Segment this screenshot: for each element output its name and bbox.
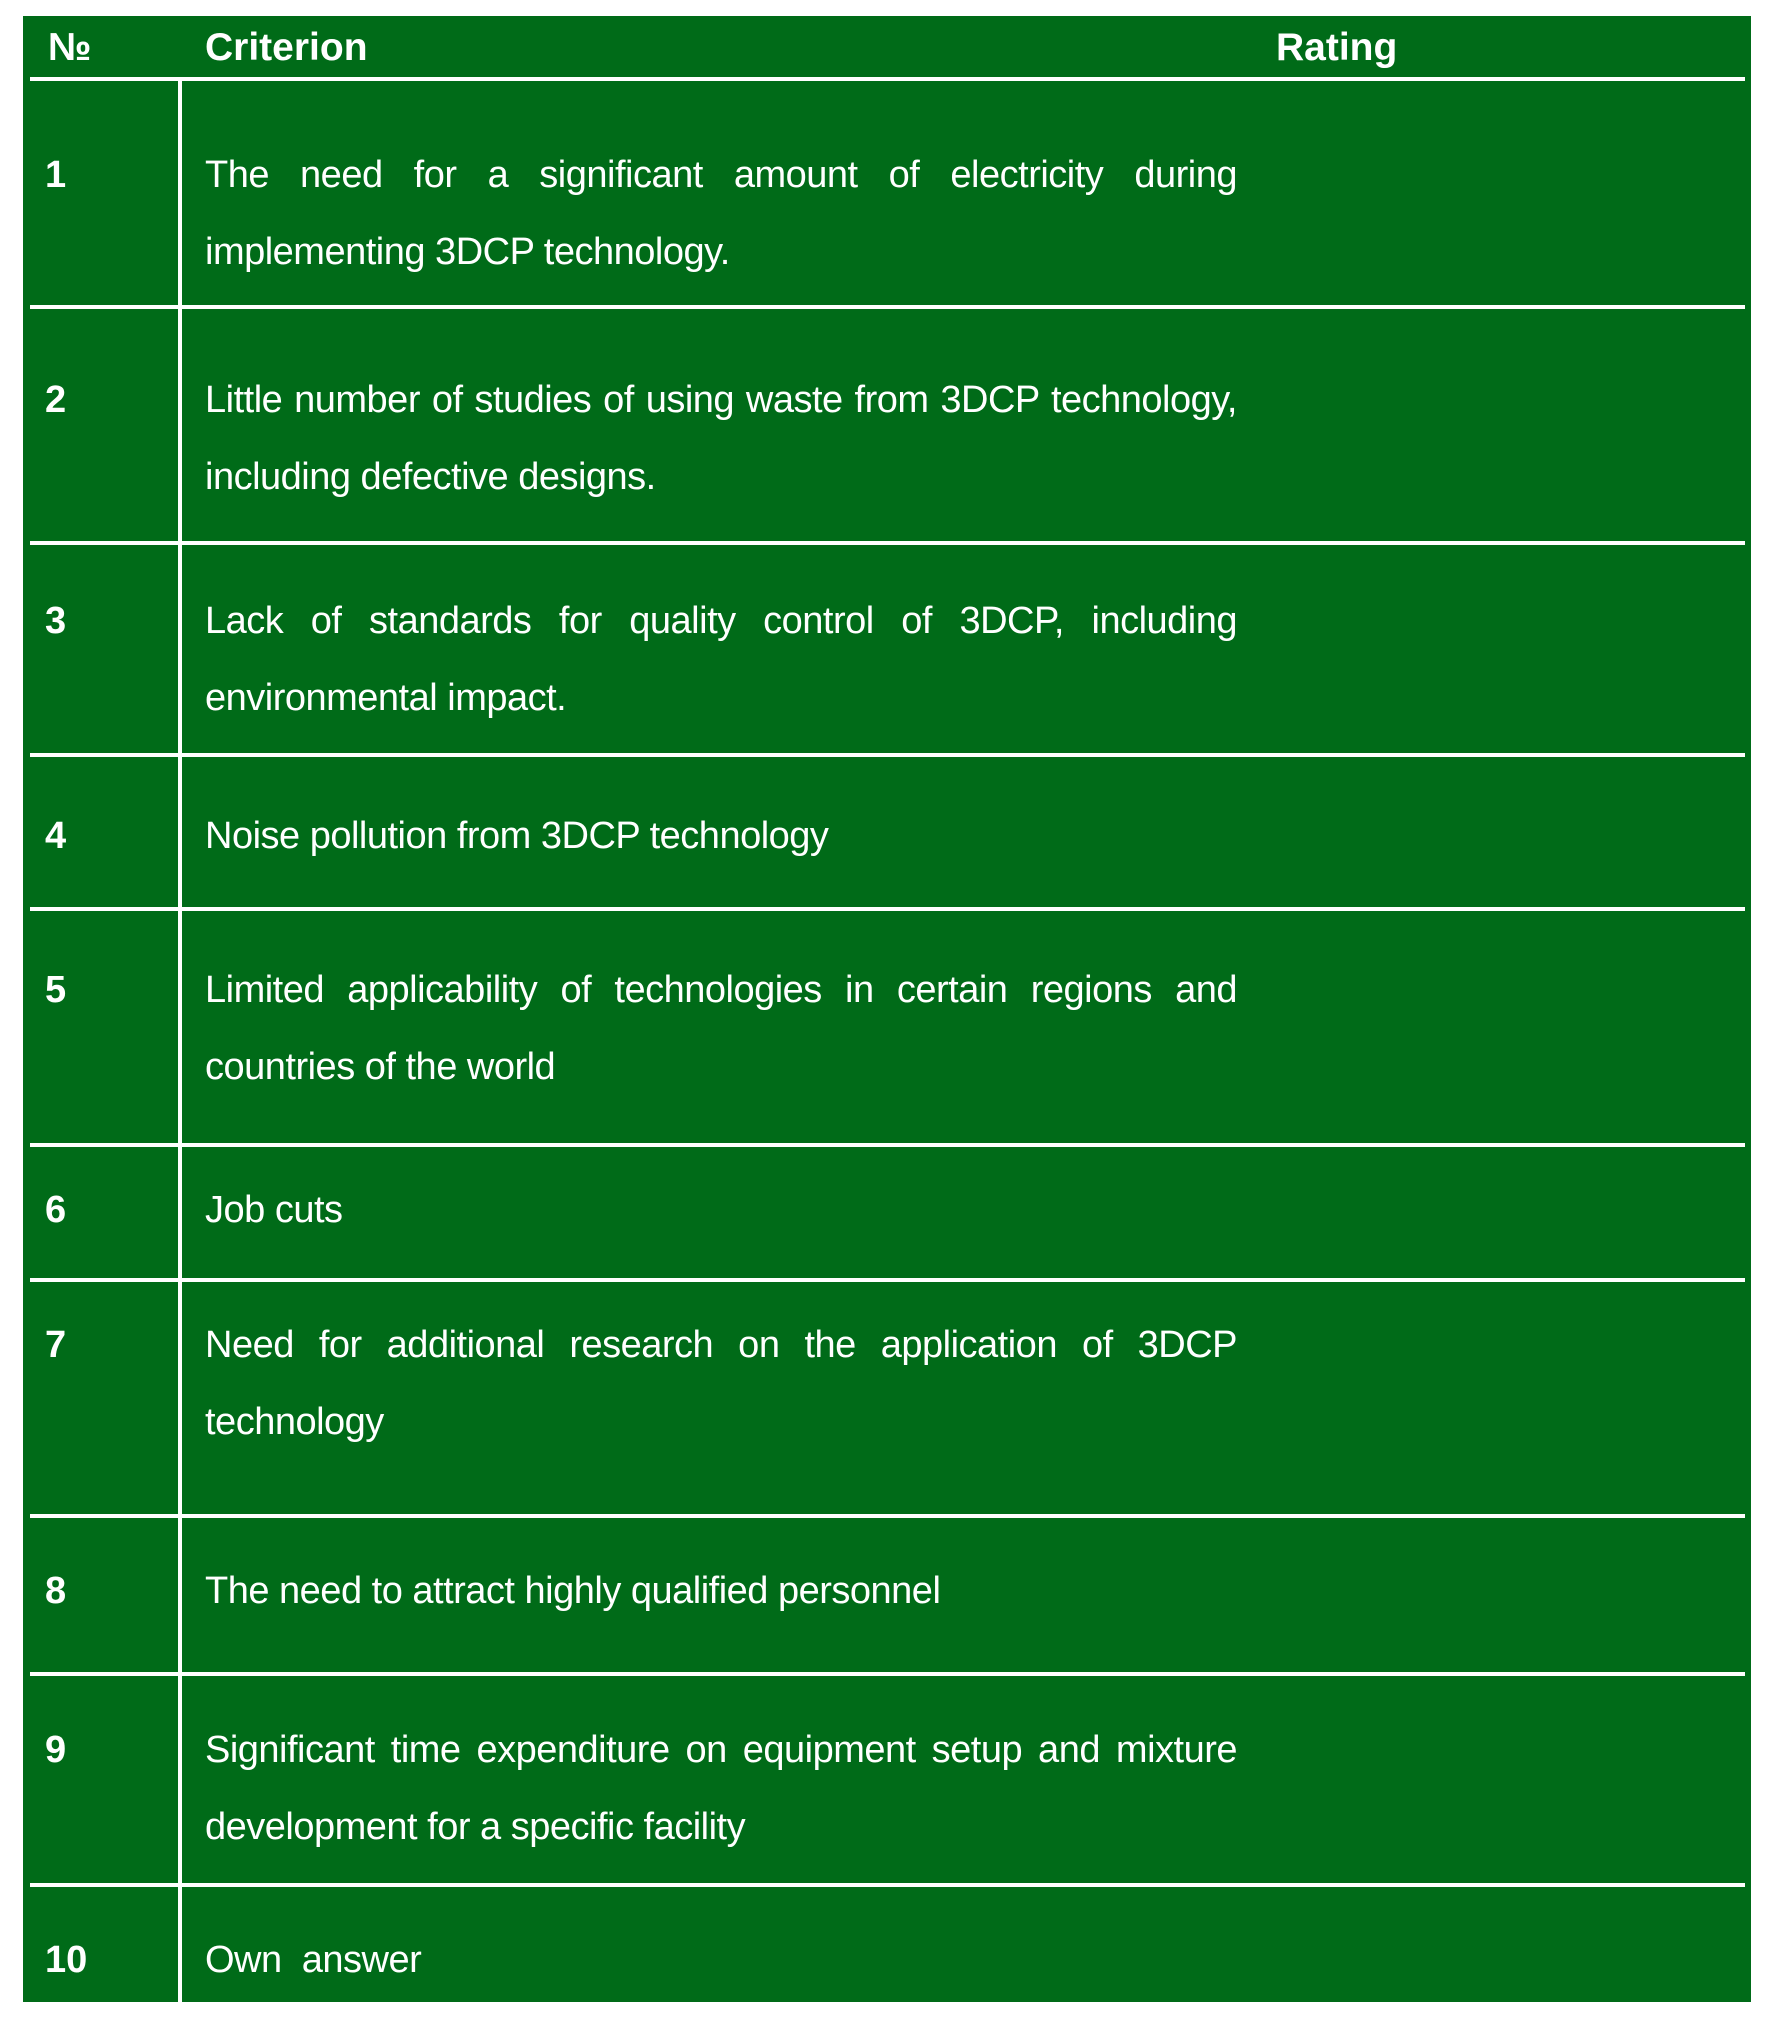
row-criterion: The need for a significant amount of electricity during implementing 3DCP technology. bbox=[205, 154, 1237, 273]
row-number: 4 bbox=[45, 815, 67, 857]
row-divider bbox=[30, 305, 1745, 309]
row-number: 9 bbox=[45, 1729, 67, 1771]
row-number: 8 bbox=[45, 1570, 67, 1612]
table-header bbox=[23, 16, 1751, 80]
row-criterion: Limited applicability of technologies in certain regions and countries of the world bbox=[205, 969, 1237, 1088]
row-divider bbox=[30, 907, 1745, 911]
row-divider bbox=[30, 753, 1745, 757]
row-divider bbox=[30, 1672, 1745, 1676]
row-criterion: Job cuts bbox=[205, 1189, 343, 1231]
row-criterion: Lack of standards for quality control of 3DCP, including environmental impact. bbox=[205, 600, 1237, 719]
row-criterion: Little number of studies of using waste from 3DCP technology, including defective designs. bbox=[205, 379, 1237, 498]
column-divider bbox=[178, 81, 182, 2002]
row-number: 2 bbox=[45, 379, 67, 421]
row-divider bbox=[30, 1278, 1745, 1282]
row-criterion: Noise pollution from 3DCP technology bbox=[205, 815, 829, 857]
row-criterion: Significant time expenditure on equipment setup and mixture development for a specific facility bbox=[205, 1729, 1237, 1848]
criteria-table bbox=[23, 16, 1751, 2002]
row-criterion: The need to attract highly qualified personnel bbox=[205, 1570, 941, 1612]
row-number: 6 bbox=[45, 1189, 67, 1231]
header-criterion: Criterion bbox=[205, 26, 368, 69]
header-divider bbox=[30, 77, 1745, 81]
row-number: 7 bbox=[45, 1324, 67, 1366]
row-number: 5 bbox=[45, 969, 67, 1011]
row-number: 10 bbox=[45, 1939, 88, 1981]
row-number: 3 bbox=[45, 600, 67, 642]
row-criterion: Own answer bbox=[205, 1939, 422, 1981]
header-number: № bbox=[48, 26, 92, 69]
row-divider bbox=[30, 1883, 1745, 1887]
row-criterion: Need for additional research on the application of 3DCP technology bbox=[205, 1324, 1237, 1443]
row-divider bbox=[30, 541, 1745, 545]
header-rating: Rating bbox=[1276, 26, 1398, 69]
row-divider bbox=[30, 1143, 1745, 1147]
row-divider bbox=[30, 1514, 1745, 1518]
row-number: 1 bbox=[45, 154, 67, 196]
